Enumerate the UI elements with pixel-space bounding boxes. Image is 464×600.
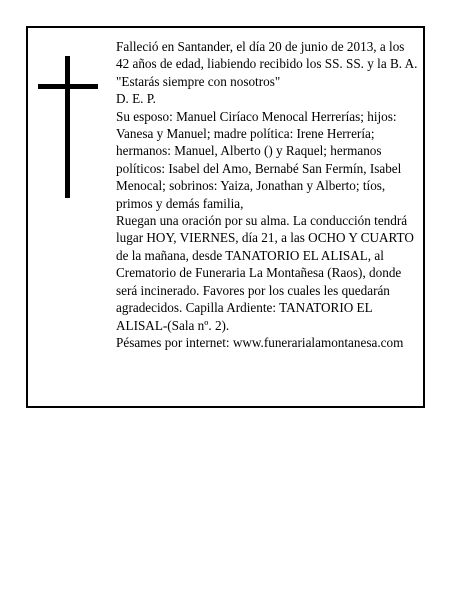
rip-line: D. E. P. <box>116 91 156 107</box>
cross-icon <box>38 56 98 198</box>
death-announcement: Falleció en Santander, el día 20 de junio de 2013, a los 42 años de edad, liabiendo recibido los SS. SS. y la B. A. <box>116 39 418 72</box>
quote-line: "Estarás siempre con nosotros" <box>116 73 281 89</box>
cross-vertical-bar <box>65 56 70 198</box>
notice-body <box>116 38 418 351</box>
family-list: Su esposo: Manuel Ciríaco Menocal Herrerías; hijos: Vanesa y Manuel; madre política: Irene Herrería; hermanos: Manuel, Alberto () y Raquel; hermanos políticos: Isabel del Amo, Bernabé San Fermín, Isabel Menocal; sobrinos: Yaiza, Jonathan y Alberto; tíos, primos y demás familia, <box>116 108 402 211</box>
cross-horizontal-bar <box>38 84 98 89</box>
condolences-line: Pésames por internet: www.funerarialamontanesa.com <box>116 334 404 350</box>
obituary-notice <box>26 26 425 408</box>
funeral-details: Ruegan una oración por su alma. La conducción tendrá lugar HOY, VIERNES, día 21, a las OCHO Y CUARTO de la mañana, desde TANATORIO EL ALISAL, al Crematorio de Funeraria La Montañesa (Raos), donde será incinerado. Favores por los cuales les quedarán agradecidos. Capilla Ardiente: TANATORIO EL ALISAL-(Sala nº. 2). <box>116 213 414 333</box>
